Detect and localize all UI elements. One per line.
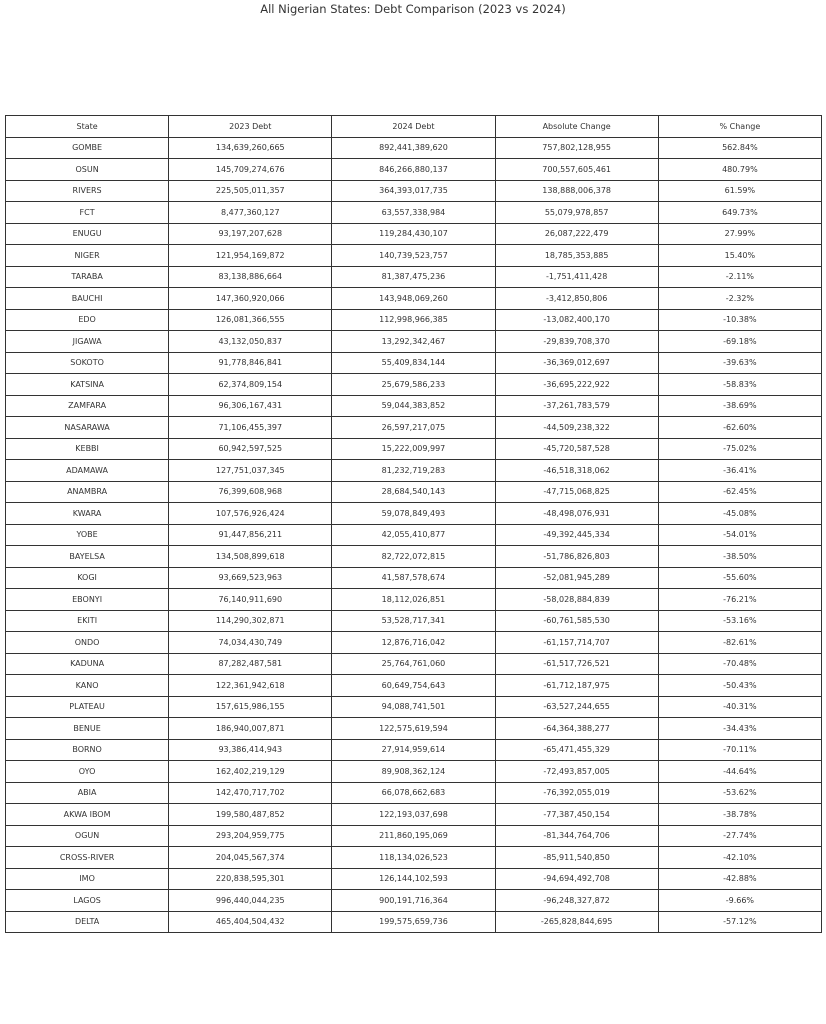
table-cell: PLATEAU xyxy=(6,696,169,718)
table-cell: 27,914,959,614 xyxy=(332,739,495,761)
table-cell: 55,409,834,144 xyxy=(332,352,495,374)
table-cell: -2.32% xyxy=(658,288,821,310)
table-cell: -58,028,884,839 xyxy=(495,589,658,611)
table-cell: BAYELSA xyxy=(6,546,169,568)
table-cell: -45,720,587,528 xyxy=(495,438,658,460)
column-header: 2024 Debt xyxy=(332,116,495,138)
table-row xyxy=(6,696,822,718)
table-cell: 91,778,846,841 xyxy=(169,352,332,374)
table-cell: BAUCHI xyxy=(6,288,169,310)
table-cell: -81,344,764,706 xyxy=(495,825,658,847)
table-cell: 107,576,926,424 xyxy=(169,503,332,525)
table-cell: 60,942,597,525 xyxy=(169,438,332,460)
table-cell: EDO xyxy=(6,309,169,331)
table-row xyxy=(6,159,822,181)
table-row xyxy=(6,718,822,740)
table-cell: -13,082,400,170 xyxy=(495,309,658,331)
table-cell: -54.01% xyxy=(658,524,821,546)
table-row xyxy=(6,589,822,611)
table-cell: NASARAWA xyxy=(6,417,169,439)
table-cell: 71,106,455,397 xyxy=(169,417,332,439)
table-cell: YOBE xyxy=(6,524,169,546)
table-cell: 60,649,754,643 xyxy=(332,675,495,697)
table-cell: 76,140,911,690 xyxy=(169,589,332,611)
table-cell: 186,940,007,871 xyxy=(169,718,332,740)
table-body xyxy=(6,137,822,933)
table-cell: KATSINA xyxy=(6,374,169,396)
table-row xyxy=(6,524,822,546)
table-cell: 83,138,886,664 xyxy=(169,266,332,288)
table-row xyxy=(6,782,822,804)
table-cell: -1,751,411,428 xyxy=(495,266,658,288)
table-cell: CROSS-RIVER xyxy=(6,847,169,869)
table-row xyxy=(6,632,822,654)
table-cell: -53.62% xyxy=(658,782,821,804)
table-cell: TARABA xyxy=(6,266,169,288)
table-cell: -61,157,714,707 xyxy=(495,632,658,654)
table-cell: 89,908,362,124 xyxy=(332,761,495,783)
table-row xyxy=(6,804,822,826)
table-cell: 27.99% xyxy=(658,223,821,245)
table-cell: 122,575,619,594 xyxy=(332,718,495,740)
table-cell: -70.48% xyxy=(658,653,821,675)
table-cell: 293,204,959,775 xyxy=(169,825,332,847)
table-cell: -62.45% xyxy=(658,481,821,503)
table-cell: 126,081,366,555 xyxy=(169,309,332,331)
table-cell: 892,441,389,620 xyxy=(332,137,495,159)
table-cell: 700,557,605,461 xyxy=(495,159,658,181)
table-cell: 13,292,342,467 xyxy=(332,331,495,353)
table-row xyxy=(6,352,822,374)
table-cell: OSUN xyxy=(6,159,169,181)
table-cell: 204,045,567,374 xyxy=(169,847,332,869)
table-row xyxy=(6,481,822,503)
table-cell: 93,386,414,943 xyxy=(169,739,332,761)
table-cell: DELTA xyxy=(6,911,169,933)
table-cell: -42.10% xyxy=(658,847,821,869)
table-cell: 480.79% xyxy=(658,159,821,181)
table-cell: 118,134,026,523 xyxy=(332,847,495,869)
table-cell: -76,392,055,019 xyxy=(495,782,658,804)
table-cell: -45.08% xyxy=(658,503,821,525)
table-cell: 82,722,072,815 xyxy=(332,546,495,568)
table-cell: 649.73% xyxy=(658,202,821,224)
column-header: Absolute Change xyxy=(495,116,658,138)
table-cell: 25,679,586,233 xyxy=(332,374,495,396)
table-cell: RIVERS xyxy=(6,180,169,202)
table-cell: 53,528,717,341 xyxy=(332,610,495,632)
column-header: 2023 Debt xyxy=(169,116,332,138)
table-cell: -82.61% xyxy=(658,632,821,654)
table-cell: 996,440,044,235 xyxy=(169,890,332,912)
table-row xyxy=(6,223,822,245)
table-cell: 15.40% xyxy=(658,245,821,267)
table-row xyxy=(6,911,822,933)
table-cell: -77,387,450,154 xyxy=(495,804,658,826)
table-cell: -72,493,857,005 xyxy=(495,761,658,783)
chart-title: All Nigerian States: Debt Comparison (2023 vs 2024) xyxy=(260,2,566,16)
header-row xyxy=(6,116,822,138)
table-row xyxy=(6,503,822,525)
table-row xyxy=(6,890,822,912)
table-cell: -58.83% xyxy=(658,374,821,396)
table-cell: -48,498,076,931 xyxy=(495,503,658,525)
table-row xyxy=(6,868,822,890)
table-cell: 55,079,978,857 xyxy=(495,202,658,224)
table-cell: ENUGU xyxy=(6,223,169,245)
table-cell: 63,557,338,984 xyxy=(332,202,495,224)
table-cell: 81,387,475,236 xyxy=(332,266,495,288)
table-row xyxy=(6,761,822,783)
table-cell: -75.02% xyxy=(658,438,821,460)
table-cell: -3,412,850,806 xyxy=(495,288,658,310)
table-cell: -27.74% xyxy=(658,825,821,847)
table-cell: FCT xyxy=(6,202,169,224)
table-row xyxy=(6,825,822,847)
table-cell: -61,712,187,975 xyxy=(495,675,658,697)
table-cell: 42,055,410,877 xyxy=(332,524,495,546)
table-cell: 199,580,487,852 xyxy=(169,804,332,826)
table-row xyxy=(6,288,822,310)
table-cell: 114,290,302,871 xyxy=(169,610,332,632)
table-cell: 122,193,037,698 xyxy=(332,804,495,826)
table-cell: 12,876,716,042 xyxy=(332,632,495,654)
table-cell: 28,684,540,143 xyxy=(332,481,495,503)
table-cell: 134,508,899,618 xyxy=(169,546,332,568)
table-cell: -36,695,222,922 xyxy=(495,374,658,396)
table-cell: 211,860,195,069 xyxy=(332,825,495,847)
table-cell: -76.21% xyxy=(658,589,821,611)
table-cell: -49,392,445,334 xyxy=(495,524,658,546)
table-cell: -265,828,844,695 xyxy=(495,911,658,933)
table-row xyxy=(6,395,822,417)
table-row xyxy=(6,266,822,288)
table-cell: -94,694,492,708 xyxy=(495,868,658,890)
table-row xyxy=(6,245,822,267)
table-cell: 66,078,662,683 xyxy=(332,782,495,804)
table-cell: -61,517,726,521 xyxy=(495,653,658,675)
table-cell: -57.12% xyxy=(658,911,821,933)
table-cell: 91,447,856,211 xyxy=(169,524,332,546)
table-cell: -52,081,945,289 xyxy=(495,567,658,589)
table-cell: -10.38% xyxy=(658,309,821,331)
table-cell: GOMBE xyxy=(6,137,169,159)
table-cell: ANAMBRA xyxy=(6,481,169,503)
table-cell: 81,232,719,283 xyxy=(332,460,495,482)
table-row xyxy=(6,546,822,568)
table-row xyxy=(6,202,822,224)
column-header: State xyxy=(6,116,169,138)
table-cell: 25,764,761,060 xyxy=(332,653,495,675)
table-cell: 134,639,260,665 xyxy=(169,137,332,159)
table-cell: 147,360,920,066 xyxy=(169,288,332,310)
table-cell: -38.78% xyxy=(658,804,821,826)
table-cell: -65,471,455,329 xyxy=(495,739,658,761)
table-cell: -64,364,388,277 xyxy=(495,718,658,740)
table-cell: -60,761,585,530 xyxy=(495,610,658,632)
table-row xyxy=(6,309,822,331)
table-row xyxy=(6,653,822,675)
table-row xyxy=(6,374,822,396)
table-cell: -63,527,244,655 xyxy=(495,696,658,718)
table-cell: -46,518,318,062 xyxy=(495,460,658,482)
table-cell: -38.69% xyxy=(658,395,821,417)
table-cell: ONDO xyxy=(6,632,169,654)
table-cell: -47,715,068,825 xyxy=(495,481,658,503)
table-cell: 465,404,504,432 xyxy=(169,911,332,933)
table-cell: -44.64% xyxy=(658,761,821,783)
table-cell: 93,669,523,963 xyxy=(169,567,332,589)
table-cell: KADUNA xyxy=(6,653,169,675)
table-cell: 900,191,716,364 xyxy=(332,890,495,912)
table-cell: 8,477,360,127 xyxy=(169,202,332,224)
debt-comparison-table xyxy=(5,115,822,933)
table-cell: 364,393,017,735 xyxy=(332,180,495,202)
table-row xyxy=(6,675,822,697)
table-cell: -53.16% xyxy=(658,610,821,632)
table-cell: -39.63% xyxy=(658,352,821,374)
table-cell: 220,838,595,301 xyxy=(169,868,332,890)
table-cell: 61.59% xyxy=(658,180,821,202)
table-cell: 757,802,128,955 xyxy=(495,137,658,159)
table-row xyxy=(6,331,822,353)
table-cell: -2.11% xyxy=(658,266,821,288)
table-row xyxy=(6,417,822,439)
table-row xyxy=(6,847,822,869)
table-cell: SOKOTO xyxy=(6,352,169,374)
column-header: % Change xyxy=(658,116,821,138)
table-cell: 76,399,608,968 xyxy=(169,481,332,503)
table-cell: 140,739,523,757 xyxy=(332,245,495,267)
table-cell: -69.18% xyxy=(658,331,821,353)
table-cell: 26,087,222,479 xyxy=(495,223,658,245)
table-cell: KEBBI xyxy=(6,438,169,460)
table-row xyxy=(6,739,822,761)
table-cell: 87,282,487,581 xyxy=(169,653,332,675)
table-cell: -29,839,708,370 xyxy=(495,331,658,353)
table-cell: 74,034,430,749 xyxy=(169,632,332,654)
table-cell: 846,266,880,137 xyxy=(332,159,495,181)
table-cell: -36.41% xyxy=(658,460,821,482)
table-cell: -50.43% xyxy=(658,675,821,697)
table-cell: 43,132,050,837 xyxy=(169,331,332,353)
table-cell: ADAMAWA xyxy=(6,460,169,482)
table-cell: 562.84% xyxy=(658,137,821,159)
table-cell: 18,785,353,885 xyxy=(495,245,658,267)
table-cell: 59,078,849,493 xyxy=(332,503,495,525)
table-cell: 122,361,942,618 xyxy=(169,675,332,697)
table-cell: LAGOS xyxy=(6,890,169,912)
table-row xyxy=(6,180,822,202)
table-cell: -70.11% xyxy=(658,739,821,761)
table-cell: ZAMFARA xyxy=(6,395,169,417)
table-cell: OGUN xyxy=(6,825,169,847)
table-cell: 142,470,717,702 xyxy=(169,782,332,804)
table-cell: -44,509,238,322 xyxy=(495,417,658,439)
table-cell: OYO xyxy=(6,761,169,783)
table-cell: JIGAWA xyxy=(6,331,169,353)
table-cell: KOGI xyxy=(6,567,169,589)
table-cell: 121,954,169,872 xyxy=(169,245,332,267)
table-cell: 119,284,430,107 xyxy=(332,223,495,245)
table-cell: NIGER xyxy=(6,245,169,267)
table-cell: -9.66% xyxy=(658,890,821,912)
table-cell: 143,948,069,260 xyxy=(332,288,495,310)
table-cell: 138,888,006,378 xyxy=(495,180,658,202)
table-cell: -55.60% xyxy=(658,567,821,589)
table-row xyxy=(6,460,822,482)
table-cell: -34.43% xyxy=(658,718,821,740)
table-row xyxy=(6,567,822,589)
table-cell: -96,248,327,872 xyxy=(495,890,658,912)
table-cell: 127,751,037,345 xyxy=(169,460,332,482)
table-cell: -38.50% xyxy=(658,546,821,568)
table-row xyxy=(6,137,822,159)
table-cell: KANO xyxy=(6,675,169,697)
table-cell: -62.60% xyxy=(658,417,821,439)
table-cell: 162,402,219,129 xyxy=(169,761,332,783)
table-cell: 225,505,011,357 xyxy=(169,180,332,202)
table-cell: 15,222,009,997 xyxy=(332,438,495,460)
table-row xyxy=(6,438,822,460)
table-cell: EBONYI xyxy=(6,589,169,611)
table-cell: ABIA xyxy=(6,782,169,804)
table-cell: -42.88% xyxy=(658,868,821,890)
table-row xyxy=(6,610,822,632)
table-cell: 59,044,383,852 xyxy=(332,395,495,417)
table-cell: AKWA IBOM xyxy=(6,804,169,826)
table-cell: -40.31% xyxy=(658,696,821,718)
table-cell: KWARA xyxy=(6,503,169,525)
table-cell: 96,306,167,431 xyxy=(169,395,332,417)
table-cell: -36,369,012,697 xyxy=(495,352,658,374)
table-cell: BORNO xyxy=(6,739,169,761)
table-cell: -51,786,826,803 xyxy=(495,546,658,568)
table-cell: 145,709,274,676 xyxy=(169,159,332,181)
table-cell: 126,144,102,593 xyxy=(332,868,495,890)
table-cell: -37,261,783,579 xyxy=(495,395,658,417)
table-cell: 94,088,741,501 xyxy=(332,696,495,718)
table-cell: 93,197,207,628 xyxy=(169,223,332,245)
table-cell: BENUE xyxy=(6,718,169,740)
table-cell: -85,911,540,850 xyxy=(495,847,658,869)
table-cell: 41,587,578,674 xyxy=(332,567,495,589)
table-cell: 18,112,026,851 xyxy=(332,589,495,611)
table-cell: 62,374,809,154 xyxy=(169,374,332,396)
table-cell: 26,597,217,075 xyxy=(332,417,495,439)
table-cell: EKITI xyxy=(6,610,169,632)
table-cell: 199,575,659,736 xyxy=(332,911,495,933)
table-cell: 112,998,966,385 xyxy=(332,309,495,331)
table-cell: IMO xyxy=(6,868,169,890)
table-cell: 157,615,986,155 xyxy=(169,696,332,718)
